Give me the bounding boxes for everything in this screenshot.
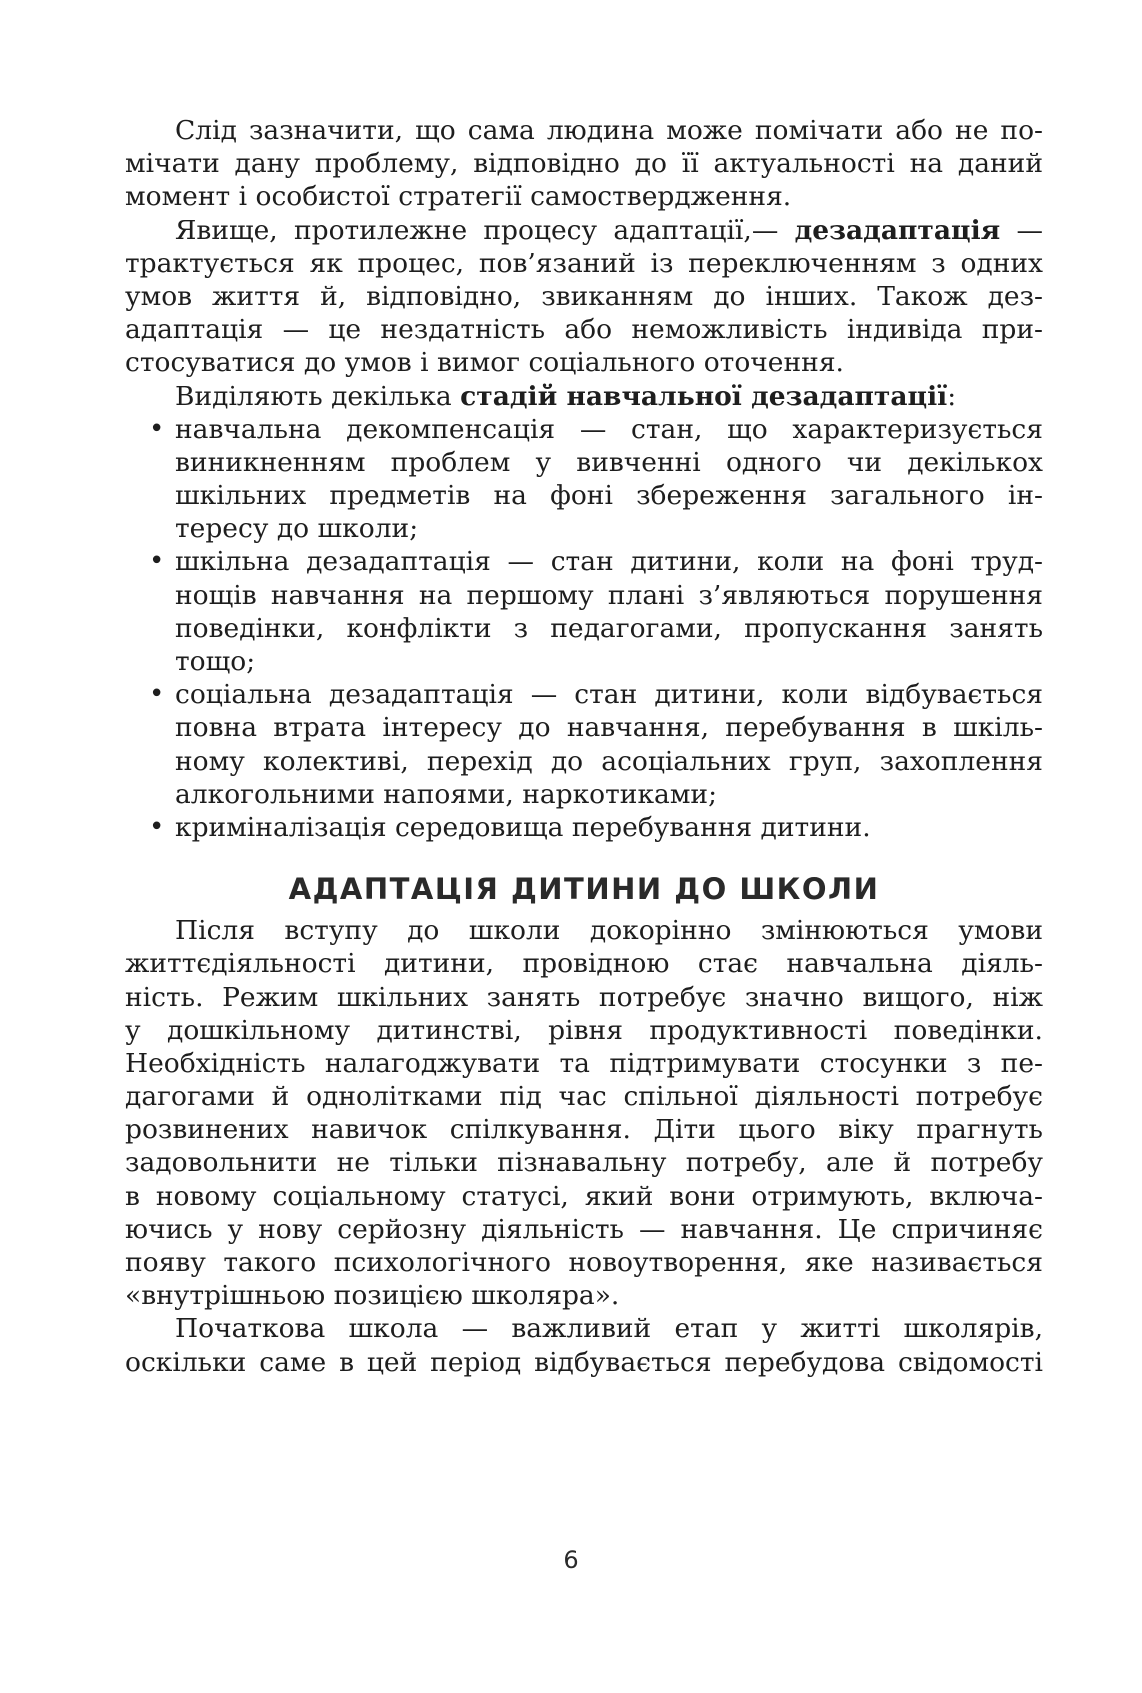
term-desadaptation: дезадаптація	[794, 214, 1001, 246]
bullet-icon: •	[149, 679, 165, 710]
text-line: мічати дану проблему, відповідно до її актуальності на даний	[125, 148, 1043, 180]
paragraph-4	[125, 914, 1043, 1312]
text-line: появу такого психологічного новоутворення, яке називається	[125, 1247, 1043, 1278]
text-line	[125, 811, 1043, 844]
text-line: ючись у нову серйозну діяльність — навчання. Це спричиняє	[125, 1213, 1043, 1245]
text-line: Початкова школа — важливий етап у житті школярів,	[175, 1313, 1043, 1345]
text-line: нощів навчання на першому плані з’являються порушення	[175, 579, 1043, 611]
list-item	[125, 413, 1043, 546]
stages-list	[125, 413, 1043, 844]
text-line: стосуватися до умов і вимог соціального оточення.	[125, 347, 844, 379]
page-body	[125, 114, 1043, 1379]
text-line: життєдіяльності дитини, провідною стає навчальна діяль-	[125, 948, 1043, 980]
section-heading: АДАПТАЦІЯ ДИТИНИ ДО ШКОЛИ	[288, 872, 880, 907]
text-line: Після вступу до школи докорінно змінюються умови	[175, 915, 1043, 947]
text-span: Виділяють декілька	[175, 380, 461, 412]
paragraph-2	[125, 214, 1043, 380]
text-line: умов життя й, відповідно, звиканням до інших. Також дез-	[125, 280, 1043, 312]
text-line: у дошкільному дитинстві, рівня продуктивності поведінки.	[125, 1014, 1043, 1046]
paragraph-5	[125, 1312, 1043, 1378]
text-line	[125, 380, 1043, 413]
text-line: поведінки, конфлікти з педагогами, пропускання занять	[175, 612, 1043, 644]
text-line: оскільки саме в цей період відбувається перебудова свідомості	[125, 1346, 1043, 1378]
bullet-icon: •	[149, 811, 165, 842]
text-line: повна втрата інтересу до навчання, перебування в шкіль-	[175, 712, 1043, 744]
list-item	[125, 678, 1043, 811]
text-line: Необхідність налагоджувати та підтримувати стосунки з пе-	[125, 1047, 1043, 1079]
text-line	[125, 678, 1043, 711]
paragraph-1	[125, 114, 1043, 214]
text-line: Слід зазначити, що сама людина може помічати або не по-	[175, 115, 1043, 146]
text-line: тересу до школи;	[175, 513, 419, 545]
bullet-icon: •	[149, 413, 165, 444]
term-stages: стадій навчальної дезадаптації	[460, 380, 948, 412]
text-span: криміналізація середовища перебування дитини.	[175, 811, 871, 843]
text-line: тощо;	[175, 646, 256, 677]
text-line: алкогольними напоями, наркотиками;	[175, 778, 718, 810]
text-line: розвинених навичок спілкування. Діти цього віку прагнуть	[125, 1114, 1043, 1146]
text-line: задовольнити не тільки пізнавальну потребу, але й потребу	[125, 1147, 1043, 1179]
text-line: шкільних предметів на фоні збереження загального ін-	[175, 480, 1043, 512]
text-line	[125, 545, 1043, 578]
text-line	[125, 214, 1043, 247]
text-line: момент і особистої стратегії самоствердження.	[125, 181, 792, 213]
paragraph-3	[125, 380, 1043, 413]
text-line: виникненням проблем у вивченні одного чи декількох	[175, 446, 1043, 478]
text-span: —	[1000, 214, 1043, 246]
text-line: дагогами й однолітками під час спільної діяльності потребує	[125, 1081, 1043, 1113]
text-line: трактується як процес, пов’язаний із переключенням з одних	[125, 247, 1043, 279]
text-span: навчальна декомпенсація — стан, що характеризується	[175, 413, 1043, 445]
text-line: в новому соціальному статусі, який вони отримують, включа-	[125, 1180, 1043, 1212]
text-line	[125, 413, 1043, 446]
text-span: Явище, протилежне процесу адаптації,—	[175, 214, 795, 246]
list-item	[125, 811, 1043, 844]
text-span: :	[947, 380, 957, 412]
list-item	[125, 545, 1043, 678]
text-line: ність. Режим шкільних занять потребує значно вищого, ніж	[125, 981, 1043, 1013]
page-number: 6	[563, 1546, 579, 1574]
text-line: адаптація — це нездатність або неможливість індивіда при-	[125, 314, 1043, 346]
text-span: шкільна дезадаптація — стан дитини, коли на фоні труд-	[175, 546, 1043, 578]
bullet-icon: •	[149, 546, 165, 577]
text-line: «внутрішньою позицією школяра».	[125, 1280, 620, 1312]
text-span: соціальна дезадаптація — стан дитини, коли відбувається	[175, 679, 1043, 711]
text-line: ному колективі, перехід до асоціальних груп, захоплення	[175, 745, 1043, 777]
